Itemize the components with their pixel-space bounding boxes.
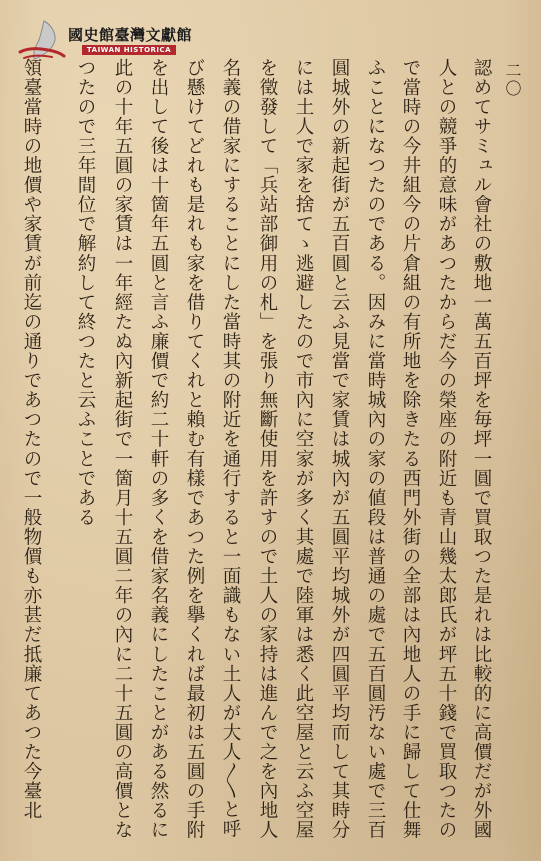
- page-number: 二〇: [503, 62, 522, 98]
- text-column-10: を出して後は十箇年五圓と言ふ廉價で約二十軒の多くを借家名義にしたことがある然るに: [148, 58, 169, 840]
- text-column-4: ふことになつたのである。因みに當時城內の家の値段は普通の處で五百圓汚ない處で三百: [365, 58, 386, 840]
- text-column-13: 領臺當時の地價や家賃が前迄の通りであつたので一般物價も亦甚だ抵廉てあつた今臺北: [21, 58, 42, 821]
- text-column-6: には土人で家を捨てゝ逃避したので市內に空家が多く其處で陸軍は悉く此空屋と云ふ空屋: [293, 58, 314, 840]
- logo-chinese-name: 國史館臺灣文獻館: [68, 26, 193, 44]
- text-column-11: 此の十年五圓の家賃は一年經たぬ內新起街で一箇月十五圓二年の內に二十五圓の高價とな: [112, 58, 133, 840]
- text-column-7: を徵發して「兵站部御用の札」を張り無斷使用を許すので土人の家持は進んで之を內地人: [257, 58, 278, 840]
- logo-english-name: TAIWAN HISTORICA: [82, 45, 176, 55]
- text-column-2: 人との競爭的意味があつたからだ今の榮座の附近も青山幾太郎氏が坪五十錢で買取つたの: [436, 58, 457, 840]
- text-column-3: で當時の今井組今の片倉組の有所地を除きたる西門外街の全部は內地人の手に歸して仕舞: [400, 58, 421, 840]
- archive-logo: [14, 18, 193, 62]
- text-column-12: つたので三年間位で解約して終つたと云ふことである: [75, 58, 96, 528]
- text-column-8: 名義の借家にすることにした當時其の附近を通行すると一面識もない土人が大人〳〵と呼: [220, 58, 241, 839]
- text-column-9: び懸けてどれも是れも家を借りてくれと賴む有樣であつた例を擧くれば最初は五圓の手附: [184, 58, 205, 840]
- text-column-1: 認めてサミュル會社の敷地一萬五百坪を毎坪一圓で買取つた是れは比較的に高價だが外國: [471, 58, 492, 840]
- text-column-5: 圓城外の新起街が五百圓と云ふ見當で家賃は城內が五圓平均城外が四圓平均而して其時分: [329, 58, 350, 840]
- taiwan-map-logo-icon: [14, 18, 66, 62]
